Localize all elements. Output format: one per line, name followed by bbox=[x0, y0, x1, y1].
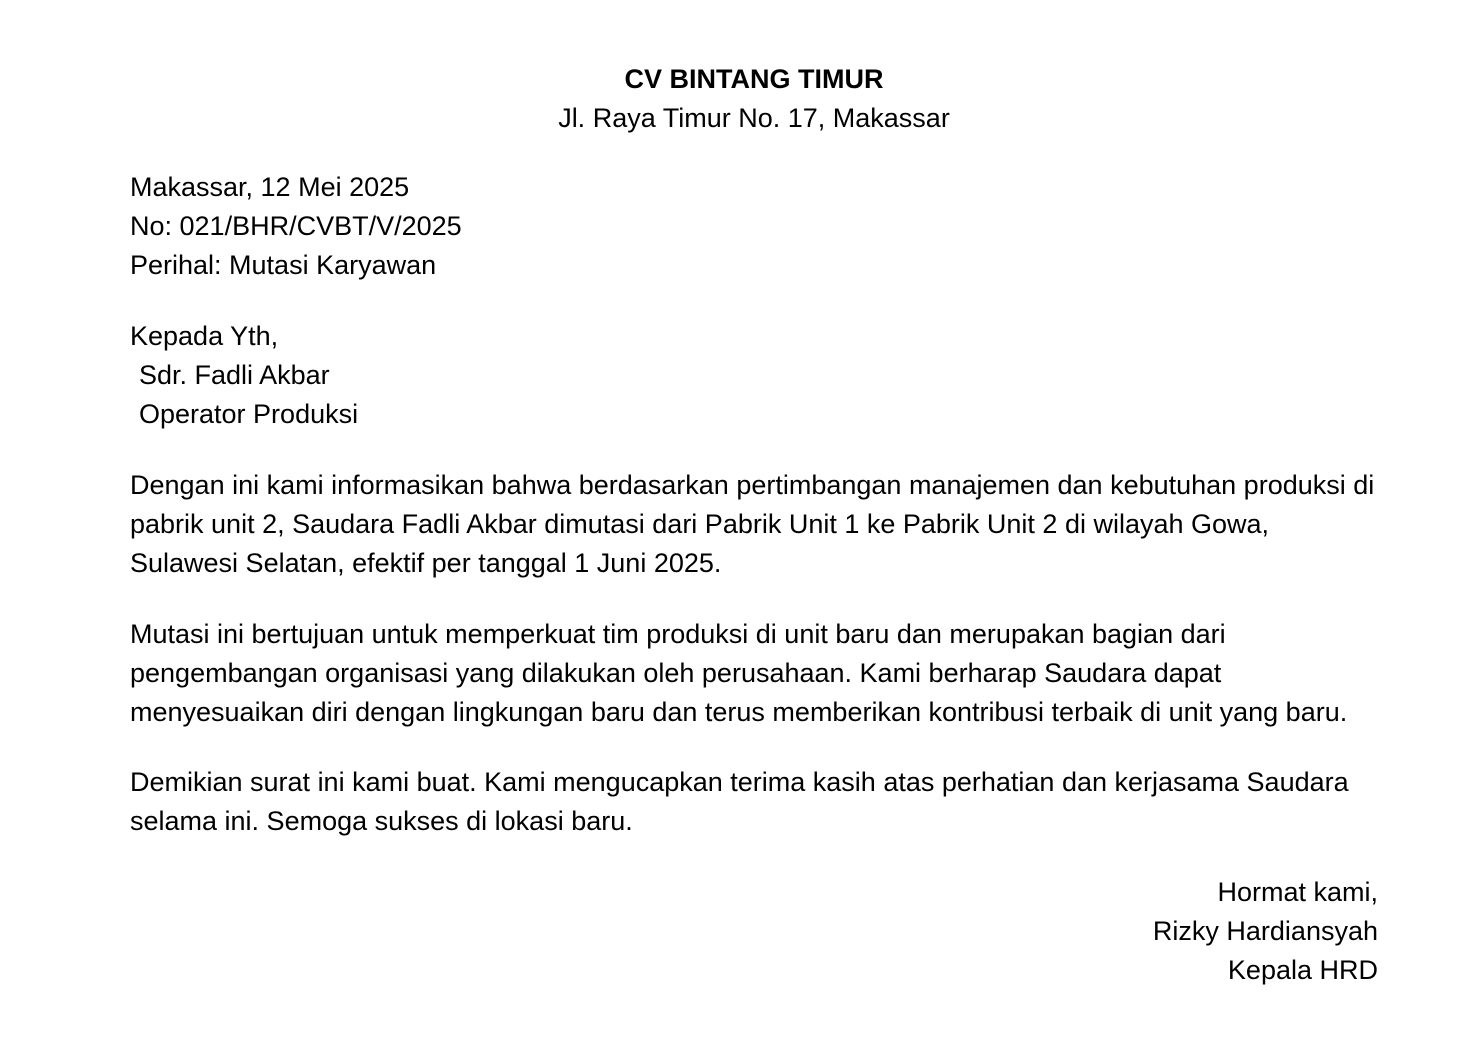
recipient-salutation: Kepada Yth, bbox=[130, 321, 279, 351]
signer-name: Rizky Hardiansyah bbox=[1152, 916, 1378, 946]
body-paragraph-3: Demikian surat ini kami buat. Kami mengucapkan terima kasih atas perhatian dan kerjasama Saudara selama ini. Semoga sukses di lokasi baru. bbox=[130, 767, 1349, 836]
letter-page bbox=[130, 0, 1378, 990]
recipient-name: Sdr. Fadli Akbar bbox=[139, 360, 330, 390]
recipient-position: Operator Produksi bbox=[139, 399, 359, 429]
signature-block bbox=[130, 873, 1378, 990]
company-address: Jl. Raya Timur No. 17, Makassar bbox=[558, 103, 950, 133]
letter-number: No: 021/BHR/CVBT/V/2025 bbox=[130, 211, 462, 241]
signature-closing: Hormat kami, bbox=[1217, 877, 1378, 907]
signer-title: Kepala HRD bbox=[1227, 955, 1378, 985]
letter-meta bbox=[130, 168, 1378, 285]
letterhead bbox=[130, 59, 1378, 137]
letter-subject: Perihal: Mutasi Karyawan bbox=[130, 250, 437, 280]
recipient-block bbox=[130, 317, 1378, 434]
place-date: Makassar, 12 Mei 2025 bbox=[130, 172, 410, 202]
body-paragraph-2: Mutasi ini bertujuan untuk memperkuat tim produksi di unit baru dan merupakan bagian dari pengembangan organisasi yang dilakukan oleh perusahaan. Kami berharap Saudara dapat menyesuaikan diri dengan lingkungan baru dan terus memberikan kontribusi terbaik di unit yang baru. bbox=[130, 619, 1348, 727]
company-name: CV BINTANG TIMUR bbox=[624, 64, 884, 94]
body-paragraph-1: Dengan ini kami informasikan bahwa berdasarkan pertimbangan manajemen dan kebutuhan produksi di pabrik unit 2, Saudara Fadli Akbar dimutasi dari Pabrik Unit 1 ke Pabrik Unit 2 di wilayah Gowa, Sulawesi Selatan, efektif per tanggal 1 Juni 2025. bbox=[130, 470, 1375, 578]
